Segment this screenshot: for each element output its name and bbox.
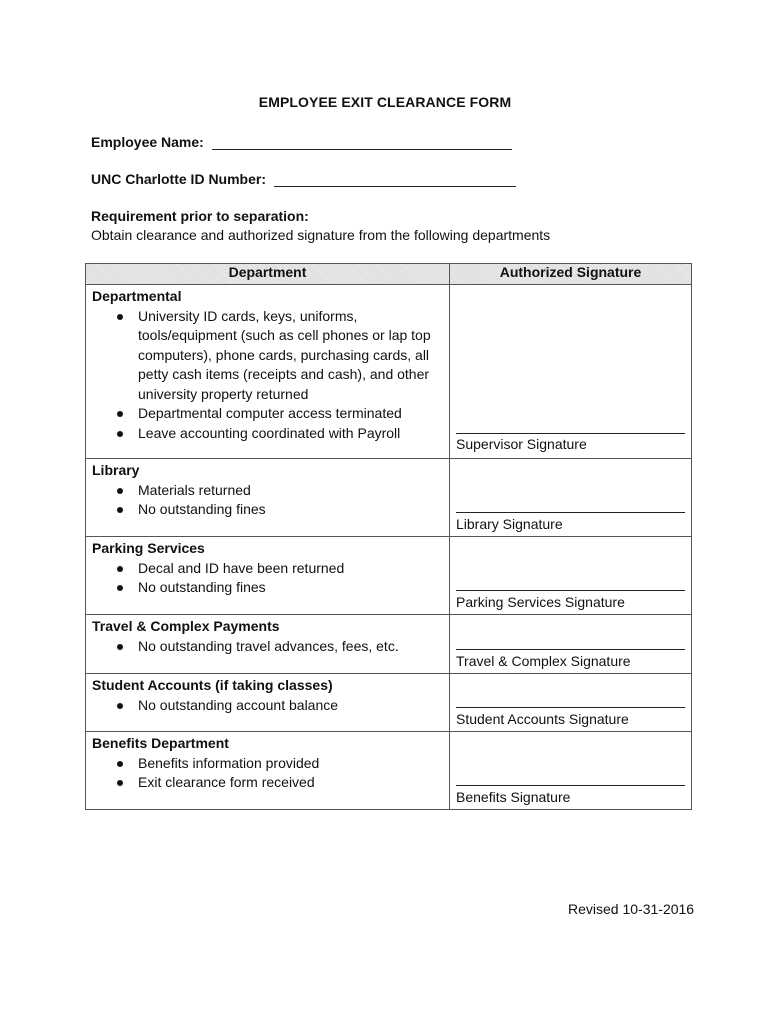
signature-line[interactable]	[456, 590, 685, 591]
table-row	[86, 674, 692, 732]
requirement-list	[92, 637, 443, 657]
signature-label: Student Accounts Signature	[456, 711, 629, 727]
department-column-header: Department	[86, 264, 450, 285]
table-header-row	[86, 264, 692, 285]
requirement-list	[92, 559, 443, 598]
list-item: Exit clearance form received	[138, 773, 443, 793]
list-item: Materials returned	[138, 481, 443, 501]
id-number-line[interactable]	[274, 172, 516, 187]
signature-label: Benefits Signature	[456, 789, 571, 805]
signature-cell	[450, 459, 692, 537]
signature-cell	[450, 537, 692, 615]
table-row	[86, 615, 692, 674]
list-item: Benefits information provided	[138, 754, 443, 774]
department-cell	[86, 285, 450, 459]
signature-line[interactable]	[456, 649, 685, 650]
signature-label: Travel & Complex Signature	[456, 653, 631, 669]
table-row	[86, 459, 692, 537]
revision-date: Revised 10-31-2016	[568, 901, 695, 917]
table-row	[86, 537, 692, 615]
clearance-table	[85, 263, 692, 810]
department-name: Benefits Department	[92, 735, 229, 751]
signature-cell	[450, 615, 692, 674]
department-cell	[86, 537, 450, 615]
department-cell	[86, 732, 450, 810]
department-cell	[86, 459, 450, 537]
department-name: Student Accounts (if taking classes)	[92, 677, 333, 693]
list-item: No outstanding travel advances, fees, etc.	[138, 637, 443, 657]
requirement-text: Obtain clearance and authorized signature from the following departments	[91, 227, 551, 243]
table-row	[86, 732, 692, 810]
signature-label: Supervisor Signature	[456, 436, 587, 452]
requirement-list	[92, 481, 443, 520]
signature-line[interactable]	[456, 433, 685, 434]
list-item: Departmental computer access terminated	[138, 404, 443, 424]
table-row	[86, 285, 692, 459]
employee-name-label: Employee Name:	[91, 134, 204, 150]
list-item: Leave accounting coordinated with Payroll	[138, 424, 443, 444]
list-item: University ID cards, keys, uniforms, tools/equipment (such as cell phones or lap top computers), phone cards, purchasing cards, all petty cash items (receipts and cash), and other university property returned	[138, 307, 443, 405]
signature-line[interactable]	[456, 707, 685, 708]
list-item: No outstanding fines	[138, 500, 443, 520]
signature-label: Library Signature	[456, 516, 563, 532]
signature-cell	[450, 285, 692, 459]
list-item: Decal and ID have been returned	[138, 559, 443, 579]
department-name: Parking Services	[92, 540, 205, 556]
department-name: Library	[92, 462, 140, 478]
department-name: Departmental	[92, 288, 182, 304]
signature-line[interactable]	[456, 512, 685, 513]
signature-label: Parking Services Signature	[456, 594, 625, 610]
requirement-heading: Requirement prior to separation:	[91, 208, 309, 224]
department-cell	[86, 615, 450, 674]
requirement-list	[92, 754, 443, 793]
department-name: Travel & Complex Payments	[92, 618, 280, 634]
id-number-field	[91, 171, 516, 187]
employee-name-line[interactable]	[212, 135, 512, 150]
signature-cell	[450, 732, 692, 810]
requirement-list	[92, 696, 443, 716]
form-title: EMPLOYEE EXIT CLEARANCE FORM	[258, 94, 512, 110]
employee-name-field	[91, 134, 512, 150]
signature-cell	[450, 674, 692, 732]
id-number-label: UNC Charlotte ID Number:	[91, 171, 267, 187]
signature-column-header: Authorized Signature	[450, 264, 692, 285]
list-item: No outstanding fines	[138, 578, 443, 598]
signature-line[interactable]	[456, 785, 685, 786]
list-item: No outstanding account balance	[138, 696, 443, 716]
department-cell	[86, 674, 450, 732]
requirement-list	[92, 307, 443, 444]
